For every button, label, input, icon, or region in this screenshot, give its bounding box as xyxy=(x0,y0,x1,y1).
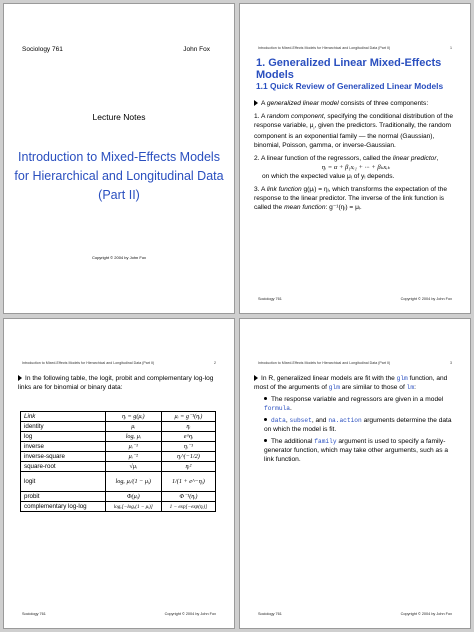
bullet-dot-icon xyxy=(264,418,267,421)
table-header-row xyxy=(21,412,216,422)
table-row: inverse-square μᵢ⁻² ηᵢ^(−1/2) xyxy=(21,452,216,462)
slide-title-page xyxy=(3,3,235,314)
table-row: identity μᵢ ηᵢ xyxy=(21,422,216,432)
lecture-notes-label: Lecture Notes xyxy=(92,112,146,122)
footer-copyright: Copyright © 2004 by John Fox xyxy=(400,297,452,301)
triangle-bullet-icon xyxy=(254,375,258,381)
slide-link-table xyxy=(3,318,235,629)
triangle-bullet-icon xyxy=(254,100,258,106)
list-item: The response variable and regressors are given in a model formula. xyxy=(264,396,444,412)
author-label: John Fox xyxy=(183,46,210,53)
column-header-link-function: ηᵢ = g(μᵢ) xyxy=(105,412,161,422)
lecture-title-line-1: Introduction to Mixed-Effects Models xyxy=(18,150,220,164)
copyright-notice: Copyright © 2004 by John Fox xyxy=(91,255,147,260)
list-item: The additional family argument is used to specify a family-generator function, which may take other arguments, such as a link function. xyxy=(264,438,448,463)
slide-footer xyxy=(258,612,452,616)
footer-copyright: Copyright © 2004 by John Fox xyxy=(164,612,216,616)
intro-paragraph: A generalized linear model consists of three components: xyxy=(254,99,458,108)
component-2: 2. A linear function of the regressors, called the linear predictor, ηᵢ = α + β₁xᵢ₁ + ··· + βₖxᵢₖ on which the expected value μᵢ of yᵢ depends. xyxy=(254,154,458,181)
column-header-link: Link xyxy=(21,412,106,422)
footer-copyright: Copyright © 2004 by John Fox xyxy=(400,612,452,616)
intro-paragraph: In R, generalized linear models are fit with the glm function, and most of the arguments of glm are similar to those of lm: xyxy=(254,375,448,391)
component-3: 3. A link function g(μᵢ) = ηᵢ, which transforms the expectation of the response to the linear predictor. The inverse of the link function is called the mean function: g⁻¹(ηᵢ) = μᵢ. xyxy=(254,186,447,212)
table-row: logit logₑ μᵢ/(1 − μᵢ) 1/(1 + e^−ηᵢ) xyxy=(21,472,216,492)
lecture-title xyxy=(4,148,234,205)
slide-glmm-review xyxy=(239,3,471,314)
table-intro: In the following table, the logit, probit and complementary log-log links are for binomial or binary data: xyxy=(18,375,214,391)
slide-subheading: 1.1 Quick Review of Generalized Linear Models xyxy=(256,81,444,91)
footer-course: Sociology 761 xyxy=(258,297,282,301)
link-function-table xyxy=(20,411,216,512)
table-row: inverse μᵢ⁻¹ ηᵢ⁻¹ xyxy=(21,442,216,452)
slide-body xyxy=(254,99,458,212)
footer-course: Sociology 761 xyxy=(258,612,282,616)
slide-footer xyxy=(22,612,216,616)
lecture-title-line-2: for Hierarchical and Longitudinal Data xyxy=(14,169,224,183)
table-row: complementary log-log logₑ[−logₑ(1 − μᵢ)] 1 − exp[−exp(ηᵢ)] xyxy=(21,502,216,512)
table-row: log logₑ μᵢ e^ηᵢ xyxy=(21,432,216,442)
slide-glm-in-r xyxy=(239,318,471,629)
list-item: data, subset, and na.action arguments determine the data on which the model is fit. xyxy=(264,417,452,433)
bullet-dot-icon xyxy=(264,397,267,400)
page-number: 1 xyxy=(450,46,452,50)
slide-footer xyxy=(258,297,452,301)
course-label: Sociology 761 xyxy=(22,46,63,53)
linear-predictor-equation: ηᵢ = α + β₁xᵢ₁ + ··· + βₖxᵢₖ xyxy=(321,164,391,172)
slide-body xyxy=(254,374,458,464)
footer-course: Sociology 761 xyxy=(22,612,46,616)
component-1: 1. A random component, specifying the conditional distribution of the response variable, $\mu_i$, given the predictors. Traditionally, the random component is an exponential family — the normal (Gaussian), binomial, Poisson, gamma, or inverse-Gaussian. xyxy=(254,113,454,150)
lecture-title-line-3: (Part II) xyxy=(98,188,140,202)
column-header-mean-function: μᵢ = g⁻¹(ηᵢ) xyxy=(161,412,215,422)
page-number: 2 xyxy=(214,361,216,365)
running-header: Introduction to Mixed-Effects Models for Hierarchical and Longitudinal Data (Part II) xyxy=(258,46,391,50)
running-header: Introduction to Mixed-Effects Models for Hierarchical and Longitudinal Data (Part II) xyxy=(258,361,391,365)
bullet-dot-icon xyxy=(264,439,267,442)
triangle-bullet-icon xyxy=(18,375,22,381)
page-number: 3 xyxy=(450,361,452,365)
table-row: square-root √μᵢ ηᵢ² xyxy=(21,462,216,472)
table-row: probit Φ(μᵢ) Φ⁻¹(ηᵢ) xyxy=(21,492,216,502)
running-header: Introduction to Mixed-Effects Models for Hierarchical and Longitudinal Data (Part II) xyxy=(22,361,155,365)
slide-heading: 1. Generalized Linear Mixed-Effects Models xyxy=(256,57,442,81)
